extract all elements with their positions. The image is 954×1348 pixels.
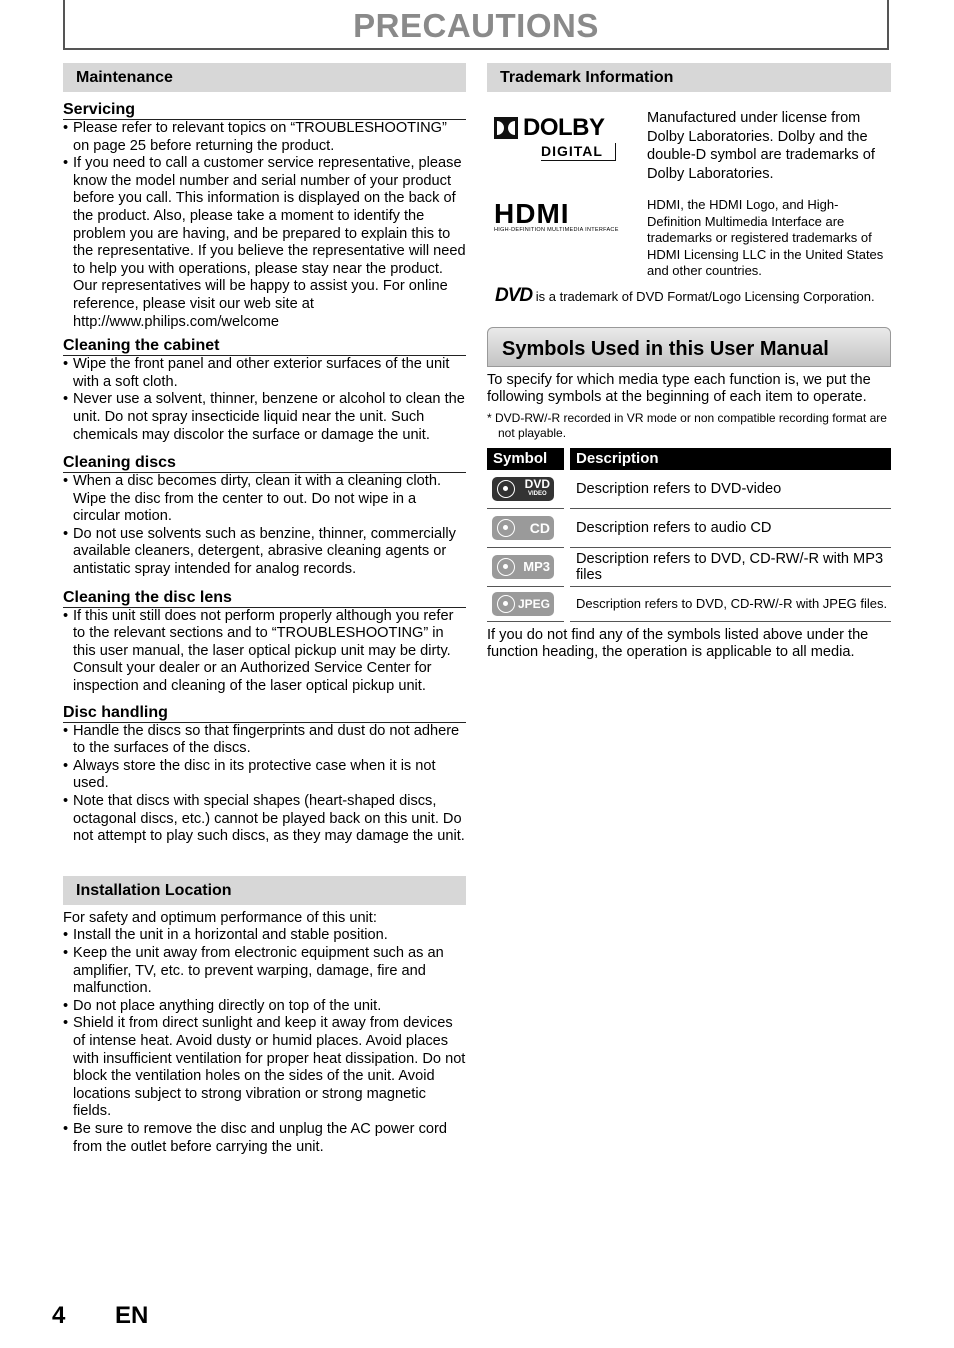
hdmi-logo-text: HDMI [494,198,570,229]
list-item: • If this unit still does not perform properly although you refer to the relevant sections and to “TROUBLESHOOTING” in this user manual, the laser optical pickup unit may be dirty. Consult your dealer or an Authorized Service Center for inspection and cleaning of the laser optical pickup unit. [63,608,466,696]
list-item: • Keep the unit away from electronic equipment such as an amplifier, TV, etc. to prevent warping, damage, fire and malfunction. [63,945,466,998]
dvd-video-icon: DVD VIDEO [492,477,554,501]
language-code: EN [115,1302,149,1329]
disc-handling-title: Disc handling [63,700,466,723]
hdmi-trademark [487,197,891,280]
dvd-logo-icon: DVD [495,284,533,306]
maintenance-header: Maintenance [63,63,466,92]
list-item: • Never use a solvent, thinner, benzene or alcohol to clean the unit. Do not spray insecticide liquid near the unit. Such chemicals may discolor the surface or damage the unit. [63,391,466,444]
hdmi-logo [487,197,647,280]
dolby-trademark [487,110,891,183]
list-item: • Do not place anything directly on top of the unit. [63,998,466,1016]
dolby-digital-text: DIGITAL [541,143,616,161]
table-row [487,547,891,586]
list-item: • When a disc becomes dirty, clean it with a cleaning cloth. Wipe the disc from the center to out. Do not wipe in a circular motion. [63,473,466,526]
installation-list [63,927,466,1156]
list-item: • Be sure to remove the disc and unplug the AC power cord from the outlet before carrying the unit. [63,1121,466,1156]
page-number: 4 [52,1302,66,1329]
row-description: Description refers to DVD-video [567,470,891,509]
trademark-header: Trademark Information [487,63,891,92]
dvd-text: is a trademark of DVD Format/Logo Licensing Corporation. [535,288,875,304]
list-item: • Always store the disc in its protective case when it is not used. [63,758,466,793]
right-column [487,63,891,662]
double-d-icon [494,117,518,139]
jpeg-icon: JPEG [492,592,554,616]
left-column [63,63,466,1156]
symbols-header: Symbols Used in this User Manual [487,327,891,367]
row-description: Description refers to DVD, CD-RW/-R with JPEG files. [567,586,891,621]
symbols-outro: If you do not find any of the symbols listed above under the function heading, the operation is applicable to all media. [487,626,869,661]
list-item: • Shield it from direct sunlight and keep it away from devices of intense heat. Avoid dusty or humid places. Avoid places with insufficient ventilation for proper heat dissipation. Do not block the ventilation holes on the sides of the unit. Avoid locations subject to strong vibration or strong magnetic fields. [63,1015,466,1121]
row-description: Description refers to DVD, CD-RW/-R with MP3 files [567,547,891,586]
dolby-logo [487,114,647,183]
page-title-box [63,0,889,50]
cleaning-discs-title: Cleaning discs [63,450,466,473]
lens-list [63,608,466,696]
dolby-logo-text: DOLBY [523,114,605,141]
dvd-trademark [487,284,891,306]
servicing-title: Servicing [63,97,466,120]
page-title: PRECAUTIONS [353,7,599,44]
list-item: • Please refer to relevant topics on “TROUBLESHOOTING” on page 25 before returning the product. [63,120,466,155]
list-item: • Note that discs with special shapes (heart-shaped discs, octagonal discs, etc.) cannot be played back on this unit. Do not attempt to play such discs, as they may damage the unit. [63,793,466,846]
dolby-text: Manufactured under license from Dolby Laboratories. Dolby and the double-D symbol are trademarks of Dolby Laboratories. [647,110,875,182]
table-row [487,586,891,621]
cleaning-lens-title: Cleaning the disc lens [63,585,466,608]
mp3-icon: MP3 [492,555,554,579]
cd-icon: CD [492,516,554,540]
installation-header: Installation Location [63,876,466,905]
symbols-table [487,448,891,622]
cabinet-list [63,356,466,444]
list-item: • If you need to call a customer service representative, please know the model number and serial number of your product before you call. This information is displayed on the back of the product. Also, please take a moment to identify the problem you are having, and be prepared to explain this to the representative. If you believe the representative will need to help you with operations, please stay near the product. Our representatives will be happy to assist you. For online reference, please visit our web site at http://www.philips.com/welcome [63,155,466,331]
servicing-list [63,120,466,331]
hdmi-logo-subtext: HIGH-DEFINITION MULTIMEDIA INTERFACE [494,227,619,233]
cleaning-cabinet-title: Cleaning the cabinet [63,333,466,356]
table-row [487,508,891,547]
list-item: • Do not use solvents such as benzine, thinner, commercially available cleaners, detergent, abrasive cleaning agents or antistatic spray intended for analog records. [63,526,466,579]
list-item: • Handle the discs so that fingerprints and dust do not adhere to the surfaces of the discs. [63,723,466,758]
table-row [487,470,891,509]
symbols-note: * DVD-RW/-R recorded in VR mode or non compatible recording format are not playable. [487,410,887,440]
discs-list [63,473,466,579]
row-description: Description refers to audio CD [567,508,891,547]
description-column-header: Description [567,448,891,470]
list-item: • Wipe the front panel and other exterior surfaces of the unit with a soft cloth. [63,356,466,391]
symbol-column-header: Symbol [487,448,567,470]
handling-list [63,723,466,846]
list-item: • Install the unit in a horizontal and stable position. [63,927,466,945]
symbols-intro: To specify for which media type each function is, we put the following symbols at the beginning of each item to operate. [487,371,871,406]
hdmi-text: HDMI, the HDMI Logo, and High-Definition Multimedia Interface are trademarks or registered trademarks of HDMI Licensing LLC in the United States and other countries. [647,197,884,279]
installation-intro: For safety and optimum performance of this unit: [63,909,377,926]
